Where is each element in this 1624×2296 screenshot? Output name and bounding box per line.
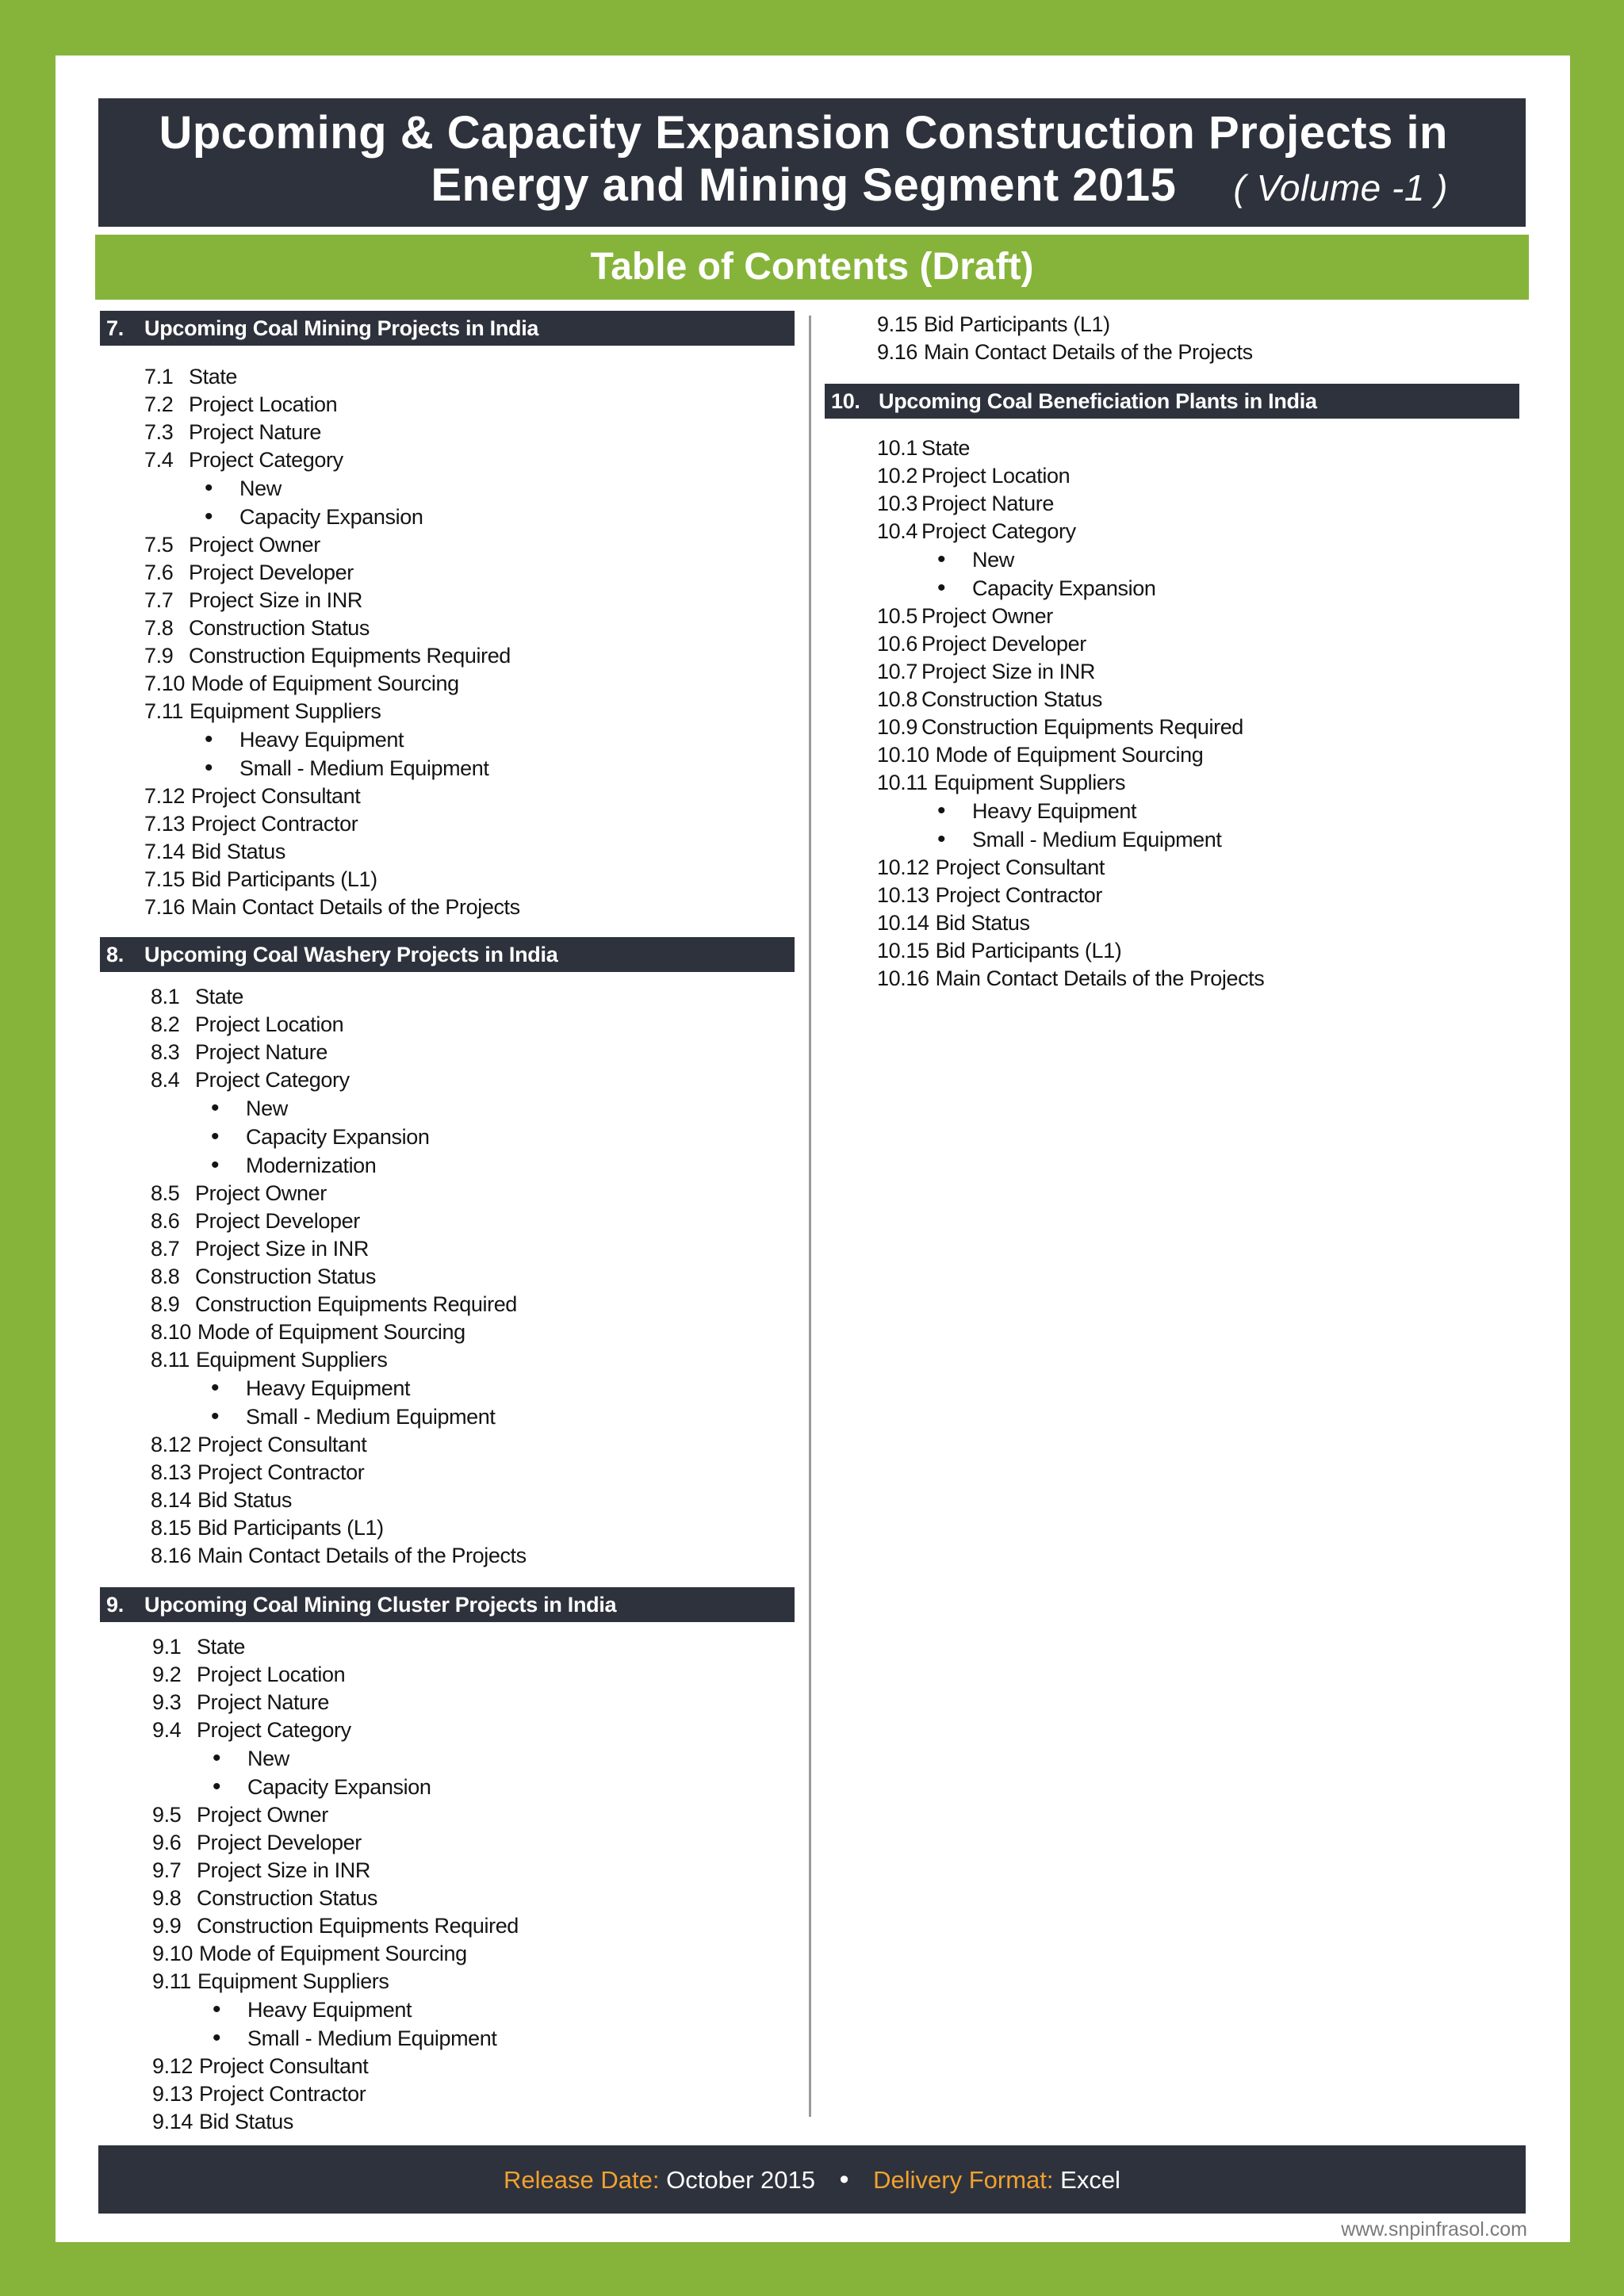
toc-item <box>100 698 795 725</box>
toc-subitem <box>100 2024 795 2053</box>
toc-item-number: 8.4 <box>151 1068 180 1092</box>
toc-item-label: Construction Equipments Required <box>197 1914 519 1938</box>
toc-item <box>100 2108 795 2136</box>
toc-item-label: Project Location <box>921 464 1071 488</box>
toc-item-label: Equipment Suppliers <box>189 699 381 723</box>
toc-item <box>100 670 795 698</box>
section-9-heading <box>100 1587 795 1622</box>
toc-item-label: Project Contractor <box>197 1460 365 1484</box>
toc-item-number: 10.4 <box>877 519 917 543</box>
toc-item <box>100 1066 795 1094</box>
toc-item <box>100 559 795 587</box>
toc-item <box>100 1235 795 1263</box>
toc-item-number: 8.7 <box>151 1237 180 1261</box>
toc-item-number: 10.13 <box>877 883 929 907</box>
right-column <box>825 311 1519 993</box>
toc-subitem-label: New <box>246 1096 288 1120</box>
toc-item-number: 8.10 <box>151 1320 191 1344</box>
toc-item-number: 10.14 <box>877 911 929 935</box>
toc-item-number: 8.1 <box>151 985 180 1008</box>
toc-item-label: Project Category <box>921 519 1076 543</box>
section-number: 7. <box>106 316 124 340</box>
toc-item <box>100 1689 795 1716</box>
section-title: Upcoming Coal Mining Cluster Projects in India <box>144 1593 617 1617</box>
toc-item-number: 7.11 <box>144 699 183 723</box>
toc-item-number: 9.5 <box>152 1803 182 1827</box>
bullet-icon: • <box>211 1123 220 1150</box>
document-page <box>56 55 1570 2242</box>
toc-item-label: Project Owner <box>921 604 1053 628</box>
toc-item-number: 9.15 <box>877 312 917 336</box>
toc-item-label: Project Consultant <box>190 784 361 808</box>
toc-item <box>100 1633 795 1661</box>
section-title: Upcoming Coal Washery Projects in India <box>144 943 558 966</box>
toc-item-number: 10.3 <box>877 492 917 515</box>
toc-item-number: 9.13 <box>152 2082 193 2106</box>
toc-item <box>825 909 1519 937</box>
toc-item-number: 10.11 <box>877 771 928 794</box>
toc-subitem <box>825 574 1519 603</box>
toc-item <box>100 983 795 1011</box>
toc-item <box>825 311 1519 339</box>
toc-item-number: 7.3 <box>144 420 174 444</box>
section-10-heading <box>825 384 1519 419</box>
toc-item-label: Main Contact Details of the Projects <box>197 1544 527 1567</box>
toc-item-label: Construction Equipments Required <box>189 644 511 668</box>
toc-subitem-label: Heavy Equipment <box>972 799 1137 823</box>
toc-subitem-label: New <box>239 476 282 500</box>
toc-item-label: Project Owner <box>195 1181 327 1205</box>
toc-item <box>825 769 1519 797</box>
toc-subitem-label: Small - Medium Equipment <box>246 1405 496 1429</box>
toc-item <box>100 1829 795 1857</box>
toc-item-label: Bid Status <box>935 911 1030 935</box>
toc-item <box>100 531 795 559</box>
section-9-list <box>100 1633 795 2136</box>
toc-item <box>100 419 795 446</box>
toc-item-number: 9.7 <box>152 1858 182 1882</box>
toc-item <box>100 1912 795 1940</box>
toc-item-label: Bid Participants (L1) <box>197 1516 384 1540</box>
toc-item <box>100 614 795 642</box>
toc-item-label: Project Location <box>189 392 338 416</box>
toc-item-number: 10.7 <box>877 660 917 683</box>
toc-item-label: Project Nature <box>189 420 321 444</box>
section-title: Upcoming Coal Mining Projects in India <box>144 316 539 340</box>
bullet-icon: • <box>213 2025 221 2051</box>
toc-item-label: Equipment Suppliers <box>195 1348 388 1372</box>
toc-item <box>100 1514 795 1542</box>
toc-subitem-label: Modernization <box>246 1154 377 1177</box>
toc-item-label: Equipment Suppliers <box>933 771 1126 794</box>
section-8-list <box>100 983 795 1570</box>
section-7-list <box>100 363 795 921</box>
toc-subitem <box>100 1151 795 1180</box>
toc-subitem-label: Heavy Equipment <box>247 1998 412 2022</box>
section-8-heading <box>100 937 795 972</box>
bullet-icon: • <box>213 1774 221 1800</box>
toc-item <box>100 1431 795 1459</box>
toc-item-label: Project Owner <box>197 1803 328 1827</box>
toc-item-number: 10.5 <box>877 604 917 628</box>
toc-item-label: Project Category <box>189 448 343 472</box>
title-line-1: Upcoming & Capacity Expansion Construction Projects in <box>159 107 1448 159</box>
toc-item <box>100 810 795 838</box>
bullet-icon: • <box>211 1152 220 1178</box>
toc-item <box>100 894 795 921</box>
toc-subitem <box>100 754 795 783</box>
toc-item <box>825 518 1519 545</box>
toc-item <box>825 854 1519 882</box>
toc-item <box>100 446 795 474</box>
toc-item-label: Project Developer <box>921 632 1086 656</box>
title-line-2 <box>431 159 1448 212</box>
toc-item-number: 10.12 <box>877 855 929 879</box>
toc-subitem <box>100 1402 795 1431</box>
column-divider <box>809 316 811 2117</box>
toc-item-label: State <box>921 436 971 460</box>
toc-item-number: 7.14 <box>144 840 185 863</box>
toc-item-label: Construction Status <box>921 687 1103 711</box>
toc-subitem <box>100 725 795 754</box>
toc-item <box>825 741 1519 769</box>
section-title: Upcoming Coal Beneficiation Plants in India <box>879 389 1317 413</box>
toc-item <box>100 391 795 419</box>
toc-item-label: Main Contact Details of the Projects <box>923 340 1253 364</box>
toc-item-number: 7.12 <box>144 784 185 808</box>
toc-item-label: Project Location <box>195 1012 344 1036</box>
toc-item <box>100 1968 795 1996</box>
toc-item-number: 8.3 <box>151 1040 180 1064</box>
toc-item <box>100 587 795 614</box>
toc-item <box>100 1207 795 1235</box>
toc-item-label: Bid Status <box>198 2110 294 2133</box>
toc-item-label: Project Category <box>197 1718 351 1742</box>
toc-subitem-label: Small - Medium Equipment <box>239 756 489 780</box>
toc-subitem <box>100 1773 795 1801</box>
toc-subitem-label: Capacity Expansion <box>972 576 1156 600</box>
toc-item-number: 9.1 <box>152 1635 182 1659</box>
toc-item <box>825 490 1519 518</box>
bullet-icon: • <box>205 726 213 752</box>
toc-item-label: Project Location <box>197 1663 346 1686</box>
bullet-icon: • <box>211 1403 220 1429</box>
toc-item-label: Mode of Equipment Sourcing <box>190 672 459 695</box>
bullet-icon: • <box>211 1095 220 1121</box>
toc-item <box>825 714 1519 741</box>
toc-item <box>100 866 795 894</box>
toc-item <box>825 462 1519 490</box>
toc-item-number: 10.10 <box>877 743 929 767</box>
toc-item-label: Bid Participants (L1) <box>935 939 1122 962</box>
toc-item-label: Main Contact Details of the Projects <box>190 895 520 919</box>
toc-subitem <box>100 1123 795 1151</box>
toc-item-label: Project Size in INR <box>195 1237 369 1261</box>
delivery-format-value: Excel <box>1060 2166 1120 2194</box>
toc-item-number: 9.14 <box>152 2110 193 2133</box>
toc-item-number: 7.13 <box>144 812 185 836</box>
footer-banner <box>98 2145 1526 2214</box>
toc-item-number: 7.10 <box>144 672 185 695</box>
toc-item-number: 9.2 <box>152 1663 182 1686</box>
toc-subitem-label: Capacity Expansion <box>246 1125 430 1149</box>
bullet-icon: • <box>205 503 213 530</box>
toc-item-label: Project Nature <box>921 492 1054 515</box>
toc-item-label: Construction Status <box>197 1886 378 1910</box>
toc-item-label: Construction Status <box>189 616 370 640</box>
bullet-icon: • <box>937 546 946 572</box>
toc-subitem-label: Heavy Equipment <box>246 1376 411 1400</box>
toc-item-number: 8.14 <box>151 1488 191 1512</box>
toc-item-number: 9.3 <box>152 1690 182 1714</box>
toc-item-label: Mode of Equipment Sourcing <box>935 743 1204 767</box>
toc-item-number: 8.2 <box>151 1012 180 1036</box>
toc-item-number: 10.1 <box>877 436 917 460</box>
toc-item-label: Main Contact Details of the Projects <box>935 966 1265 990</box>
toc-item-number: 8.12 <box>151 1433 191 1456</box>
toc-item <box>100 363 795 391</box>
title-line-2-text: Energy and Mining Segment 2015 <box>431 159 1177 211</box>
toc-item-label: Project Developer <box>195 1209 360 1233</box>
toc-item <box>825 339 1519 366</box>
toc-item <box>100 1346 795 1374</box>
toc-item-number: 9.16 <box>877 340 917 364</box>
toc-item-number: 7.1 <box>144 365 174 388</box>
toc-item <box>100 2053 795 2080</box>
toc-item-number: 8.16 <box>151 1544 191 1567</box>
toc-item <box>825 658 1519 686</box>
toc-item <box>825 603 1519 630</box>
toc-item <box>100 2080 795 2108</box>
toc-item <box>100 642 795 670</box>
toc-item-label: Project Contractor <box>190 812 358 836</box>
toc-item <box>825 630 1519 658</box>
toc-item-label: Project Owner <box>189 533 320 557</box>
bullet-icon: • <box>937 798 946 824</box>
toc-item-number: 7.9 <box>144 644 174 668</box>
toc-subitem <box>100 1094 795 1123</box>
toc-item <box>100 783 795 810</box>
toc-item-number: 7.7 <box>144 588 174 612</box>
release-date-label: Release Date: <box>504 2166 660 2194</box>
bullet-icon: • <box>211 1375 220 1401</box>
toc-item-label: State <box>189 365 238 388</box>
toc-item-label: Bid Participants (L1) <box>190 867 377 891</box>
left-column <box>100 311 795 2136</box>
section-9-continued-list <box>825 311 1519 366</box>
section-number: 9. <box>106 1593 124 1617</box>
toc-item <box>100 1661 795 1689</box>
toc-subitem <box>100 1744 795 1773</box>
toc-item-number: 10.9 <box>877 715 917 739</box>
toc-item <box>100 1487 795 1514</box>
toc-item-label: Project Contractor <box>935 883 1102 907</box>
toc-item-number: 8.6 <box>151 1209 180 1233</box>
toc-subitem <box>825 825 1519 854</box>
toc-item-label: Project Consultant <box>198 2054 369 2078</box>
toc-item-number: 9.9 <box>152 1914 182 1938</box>
toc-item <box>100 838 795 866</box>
section-7-heading <box>100 311 795 346</box>
bullet-icon: • <box>213 1996 221 2022</box>
toc-item-number: 10.6 <box>877 632 917 656</box>
bullet-icon: • <box>937 826 946 852</box>
toc-item-number: 8.8 <box>151 1265 180 1288</box>
toc-item-label: Project Size in INR <box>189 588 362 612</box>
toc-item <box>825 882 1519 909</box>
footer-separator-bullet: • <box>839 2164 849 2195</box>
toc-item-label: Construction Status <box>195 1265 377 1288</box>
toc-subitem <box>100 474 795 503</box>
toc-item-number: 10.2 <box>877 464 917 488</box>
toc-item <box>100 1542 795 1570</box>
toc-item-label: Bid Status <box>197 1488 293 1512</box>
toc-heading: Table of Contents (Draft) <box>95 235 1529 300</box>
toc-item-label: Project Developer <box>189 561 354 584</box>
toc-item-label: Mode of Equipment Sourcing <box>198 1942 467 1965</box>
toc-item-label: Project Contractor <box>198 2082 366 2106</box>
toc-subitem-label: New <box>247 1747 289 1770</box>
toc-item <box>100 1716 795 1744</box>
toc-subitem-label: Capacity Expansion <box>247 1775 431 1799</box>
toc-item-label: Bid Participants (L1) <box>923 312 1110 336</box>
bullet-icon: • <box>205 755 213 781</box>
toc-item-number: 7.8 <box>144 616 174 640</box>
toc-item <box>100 1801 795 1829</box>
toc-item <box>825 937 1519 965</box>
toc-subitem <box>100 503 795 531</box>
toc-item-number: 7.15 <box>144 867 185 891</box>
section-10-list <box>825 434 1519 993</box>
toc-subitem-label: Capacity Expansion <box>239 505 423 529</box>
toc-subitem-label: Heavy Equipment <box>239 728 404 752</box>
toc-item <box>100 1857 795 1885</box>
toc-item-number: 7.6 <box>144 561 174 584</box>
toc-item-number: 9.6 <box>152 1831 182 1854</box>
toc-item-label: Project Size in INR <box>197 1858 370 1882</box>
section-number: 10. <box>831 389 860 413</box>
toc-subitem <box>825 797 1519 825</box>
bullet-icon: • <box>205 475 213 501</box>
toc-subitem-label: Small - Medium Equipment <box>247 2026 497 2050</box>
toc-item <box>100 1291 795 1318</box>
toc-item-label: Project Consultant <box>935 855 1105 879</box>
toc-item-number: 8.15 <box>151 1516 191 1540</box>
toc-item-label: Construction Equipments Required <box>195 1292 517 1316</box>
toc-item-number: 9.12 <box>152 2054 193 2078</box>
toc-item-number: 10.16 <box>877 966 929 990</box>
toc-item-number: 9.10 <box>152 1942 193 1965</box>
toc-item-label: State <box>197 1635 246 1659</box>
toc-subitem-label: Small - Medium Equipment <box>972 828 1222 851</box>
volume-label: ( Volume -1 ) <box>1233 167 1448 209</box>
toc-item <box>100 1263 795 1291</box>
toc-item-label: Equipment Suppliers <box>197 1969 389 1993</box>
toc-item <box>825 686 1519 714</box>
toc-item-label: Mode of Equipment Sourcing <box>197 1320 465 1344</box>
toc-item <box>100 1039 795 1066</box>
toc-item-label: State <box>195 985 244 1008</box>
toc-item-label: Project Developer <box>197 1831 362 1854</box>
toc-item <box>825 434 1519 462</box>
bullet-icon: • <box>937 575 946 601</box>
toc-item-number: 9.8 <box>152 1886 182 1910</box>
toc-item-number: 10.8 <box>877 687 917 711</box>
toc-item-number: 7.16 <box>144 895 185 919</box>
title-banner <box>98 98 1526 227</box>
toc-item-number: 8.11 <box>151 1348 190 1372</box>
toc-item-number: 9.11 <box>152 1969 191 1993</box>
toc-item <box>100 1318 795 1346</box>
toc-item-number: 8.9 <box>151 1292 180 1316</box>
toc-item-label: Project Size in INR <box>921 660 1095 683</box>
toc-item-number: 7.4 <box>144 448 174 472</box>
toc-subitem-label: New <box>972 548 1014 572</box>
bullet-icon: • <box>213 1745 221 1771</box>
toc-item-number: 8.5 <box>151 1181 180 1205</box>
toc-item-number: 7.2 <box>144 392 174 416</box>
toc-item <box>100 1885 795 1912</box>
toc-item-number: 10.15 <box>877 939 929 962</box>
toc-subitem <box>100 1374 795 1402</box>
toc-item <box>100 1180 795 1207</box>
toc-item-label: Project Nature <box>195 1040 327 1064</box>
toc-item-label: Project Category <box>195 1068 350 1092</box>
toc-item-number: 7.5 <box>144 533 174 557</box>
toc-item-label: Bid Status <box>190 840 286 863</box>
website-url: www.snpinfrasol.com <box>1341 2218 1527 2241</box>
toc-item-label: Project Consultant <box>197 1433 367 1456</box>
toc-item <box>100 1011 795 1039</box>
toc-item <box>100 1459 795 1487</box>
toc-item-number: 8.13 <box>151 1460 191 1484</box>
release-date-value: October 2015 <box>666 2166 815 2194</box>
toc-item-label: Construction Equipments Required <box>921 715 1243 739</box>
toc-item <box>825 965 1519 993</box>
toc-item-label: Project Nature <box>197 1690 329 1714</box>
section-number: 8. <box>106 943 124 966</box>
delivery-format-label: Delivery Format: <box>873 2166 1054 2194</box>
toc-item-number: 9.4 <box>152 1718 182 1742</box>
toc-item <box>100 1940 795 1968</box>
toc-subitem <box>100 1996 795 2024</box>
toc-subitem <box>825 545 1519 574</box>
